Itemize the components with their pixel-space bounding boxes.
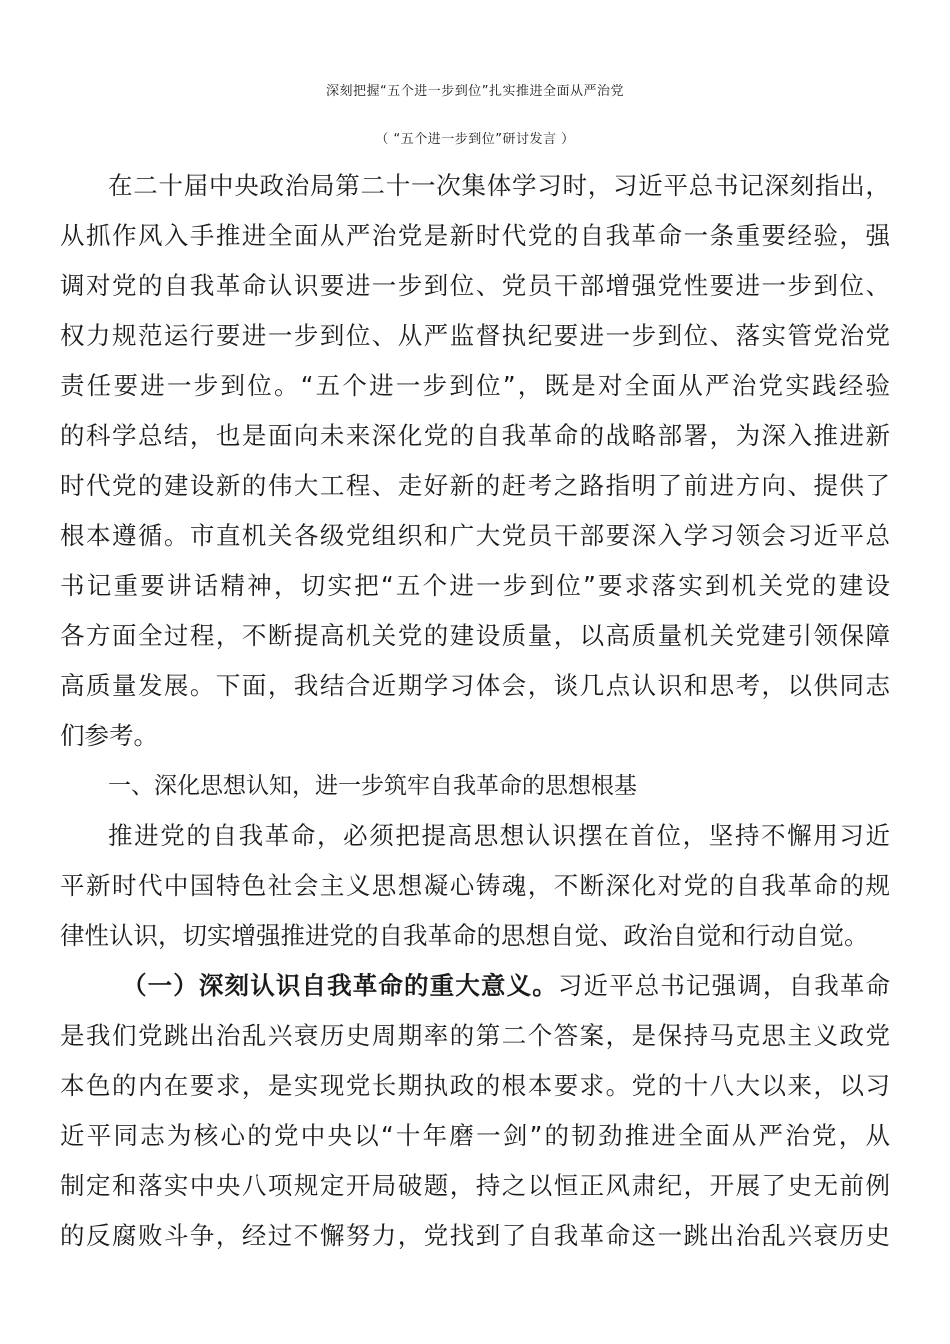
subsection-first-line — [122, 969, 890, 1003]
subsection-line-rest: 习近平总书记强调，自我革命 — [557, 971, 890, 1000]
intro-line: 高质量发展。下面，我结合近期学习体会，谈几点认识和思考，以供同志 — [60, 671, 890, 700]
intro-line: 各方面全过程，不断提高机关党的建设质量，以高质量机关党建引领保障 — [60, 621, 890, 650]
section-line: 平新时代中国特色社会主义思想凝心铸魂，不断深化对党的自我革命的规 — [60, 871, 890, 900]
section-line: 推进党的自我革命，必须把提高思想认识摆在首位，坚持不懈用习近 — [108, 821, 890, 850]
subsection-line: 近平同志为核心的党中央以“十年磨一剑”的韧劲推进全面从严治党，从 — [60, 1121, 890, 1150]
subsection-line: 是我们党跳出治乱兴衰历史周期率的第二个答案，是保持马克思主义政党 — [60, 1021, 890, 1050]
document-subtitle: （ “五个进一步到位”研讨发言 ） — [375, 132, 575, 147]
intro-line: 责任要进一步到位。“五个进一步到位”，既是对全面从严治党实践经验 — [60, 371, 890, 400]
intro-line: 在二十届中央政治局第二十一次集体学习时，习近平总书记深刻指出， — [108, 171, 890, 200]
intro-line: 们参考。 — [60, 721, 158, 750]
intro-line: 根本遵循。市直机关各级党组织和广大党员干部要深入学习领会习近平总 — [60, 521, 890, 550]
intro-line: 的科学总结，也是面向未来深化党的自我革命的战略部署，为深入推进新 — [60, 421, 890, 450]
subsection-line: 的反腐败斗争，经过不懈努力，党找到了自我革命这一跳出治乱兴衰历史 — [60, 1221, 890, 1250]
intro-line: 调对党的自我革命认识要进一步到位、党员干部增强党性要进一步到位、 — [60, 271, 890, 300]
section-heading: 一、深化思想认知，进一步筑牢自我革命的思想根基 — [108, 773, 637, 799]
document-title: 深刻把握“五个进一步到位”扎实推进全面从严治党 — [326, 84, 624, 99]
intro-line: 权力规范运行要进一步到位、从严监督执纪要进一步到位、落实管党治党 — [60, 321, 890, 350]
subsection-line: 本色的内在要求，是实现党长期执政的根本要求。党的十八大以来，以习 — [60, 1071, 890, 1100]
intro-line: 书记重要讲话精神，切实把“五个进一步到位”要求落实到机关党的建设 — [60, 571, 890, 600]
subsection-line: 制定和落实中央八项规定开局破题，持之以恒正风肃纪，开展了史无前例 — [60, 1171, 890, 1200]
section-line: 律性认识，切实增强推进党的自我革命的思想自觉、政治自觉和行动自觉。 — [60, 921, 869, 950]
subsection-heading: （一）深刻认识自我革命的重大意义。 — [122, 971, 558, 1000]
intro-line: 时代党的建设新的伟大工程、走好新的赶考之路指明了前进方向、提供了 — [60, 471, 890, 500]
intro-line: 从抓作风入手推进全面从严治党是新时代党的自我革命一条重要经验，强 — [60, 221, 890, 250]
